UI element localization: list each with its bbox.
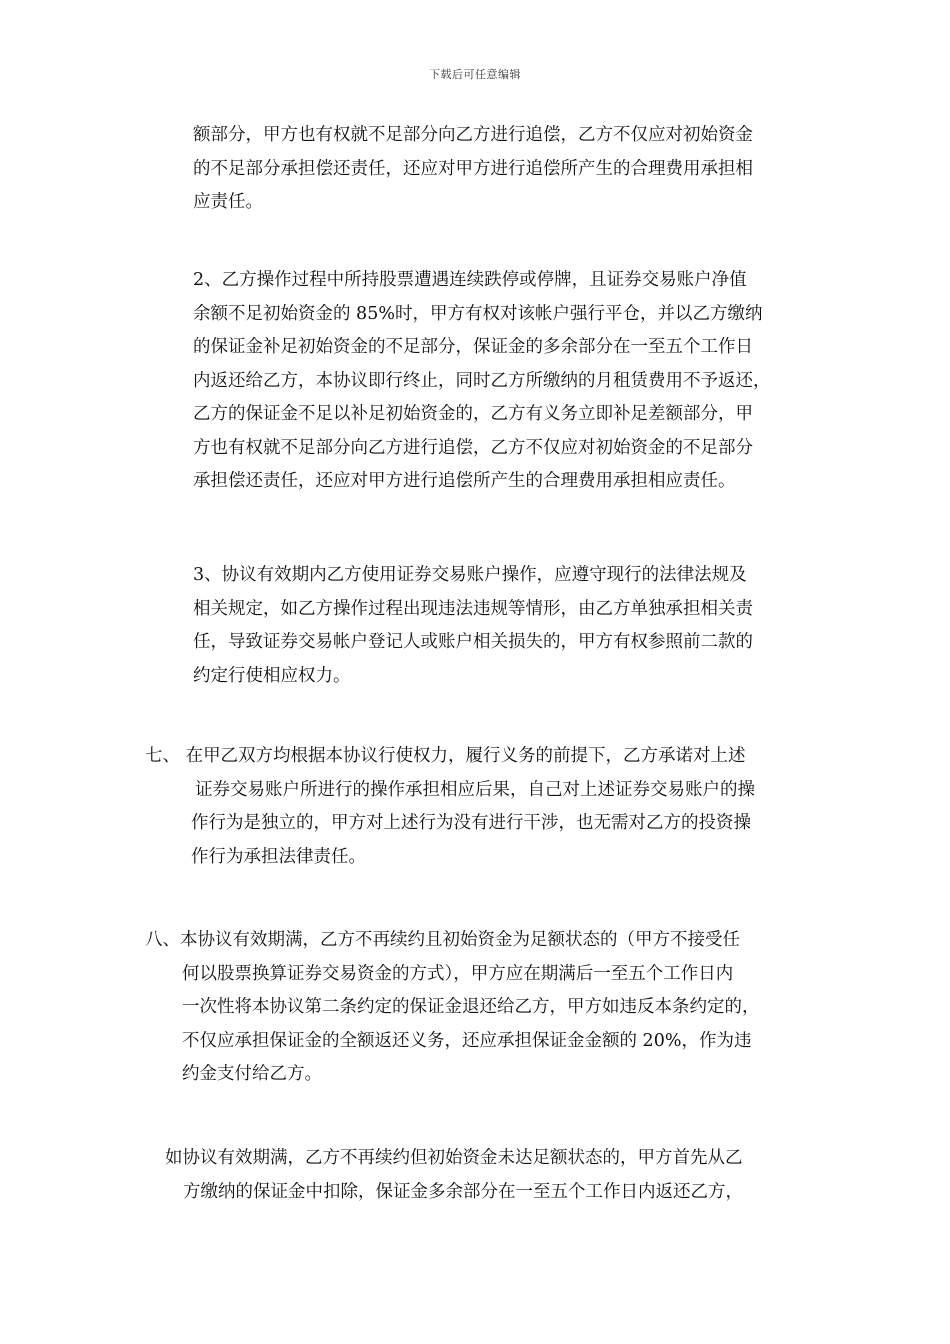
- text-line: 应责任。: [193, 192, 263, 212]
- text-line: 内返还给乙方，本协议即行终止，同时乙方所缴纳的月租赁费用不予返还，: [193, 370, 771, 391]
- text-line: 不仅应承担保证金的全额返还义务，还应承担保证金金额的 20%，作为违: [182, 1030, 752, 1051]
- text-line: 余额不足初始资金的 85%时，甲方有权对该帐户强行平仓，并以乙方缴纳: [193, 303, 763, 324]
- paragraph-continuation: [193, 119, 753, 220]
- text-line: 八、本协议有效期满，乙方不再续约且初始资金为足额状态的（甲方不接受任: [145, 930, 740, 950]
- section-7-paragraph: [145, 740, 755, 874]
- text-line: 的不足部分承担偿还责任，还应对甲方进行追偿所产生的合理费用承担相: [193, 158, 753, 179]
- text-line: 承担偿还责任，还应对甲方进行追偿所产生的合理费用承担相应责任。: [193, 471, 736, 491]
- text-line: 何以股票换算证券交易资金的方式），甲方应在期满后一至五个工作日内: [182, 963, 734, 984]
- expiry-paragraph: [165, 1142, 743, 1209]
- text-line: 一次性将本协议第二条约定的保证金退还给乙方，甲方如违反本条约定的，: [182, 997, 760, 1017]
- text-line: 相关规定，如乙方操作过程出现违法违规等情形，由乙方单独承担相关责: [193, 598, 753, 619]
- text-line: 证券交易账户所进行的操作承担相应后果，自己对上述证券交易账户的操: [195, 779, 755, 800]
- text-line: 方缴纳的保证金中扣除，保证金多余部分在一至五个工作日内返还乙方，: [183, 1181, 743, 1202]
- text-line: 2、乙方操作过程中所持股票遭遇连续跌停或停牌，且证券交易账户净值: [193, 270, 747, 290]
- text-line: 方也有权就不足部分向乙方进行追偿，乙方不仅应对初始资金的不足部分: [193, 437, 753, 458]
- text-line: 3、协议有效期内乙方使用证券交易账户操作，应遵守现行的法律法规及: [193, 565, 747, 585]
- text-line: 的保证金补足初始资金的不足部分，保证金的多余部分在一至五个工作日: [193, 337, 753, 357]
- text-line: 乙方的保证金不足以补足初始资金的，乙方有义务立即补足差额部分，甲: [193, 404, 753, 424]
- text-line: 约金支付给乙方。: [182, 1064, 322, 1084]
- page-header: 下载后可任意编辑: [429, 68, 521, 81]
- clause-3-paragraph: [193, 559, 753, 693]
- text-line: 作行为承担法律责任。: [191, 846, 366, 867]
- text-line: 约定行使相应权力。: [193, 665, 351, 686]
- text-line: 七、 在甲乙双方均根据本协议行使权力，履行义务的前提下，乙方承诺对上述: [145, 746, 746, 766]
- text-line: 额部分，甲方也有权就不足部分向乙方进行追偿，乙方不仅应对初始资金: [193, 125, 753, 145]
- clause-2-paragraph: [193, 264, 771, 499]
- text-line: 如协议有效期满，乙方不再续约但初始资金未达足额状态的，甲方首先从乙: [165, 1148, 743, 1168]
- text-line: 任，导致证券交易帐户登记人或账户相关损失的，甲方有权参照前二款的: [193, 632, 753, 652]
- section-8-paragraph: [145, 924, 760, 1092]
- text-line: 作行为是独立的，甲方对上述行为没有进行干涉，也无需对乙方的投资操: [191, 813, 751, 833]
